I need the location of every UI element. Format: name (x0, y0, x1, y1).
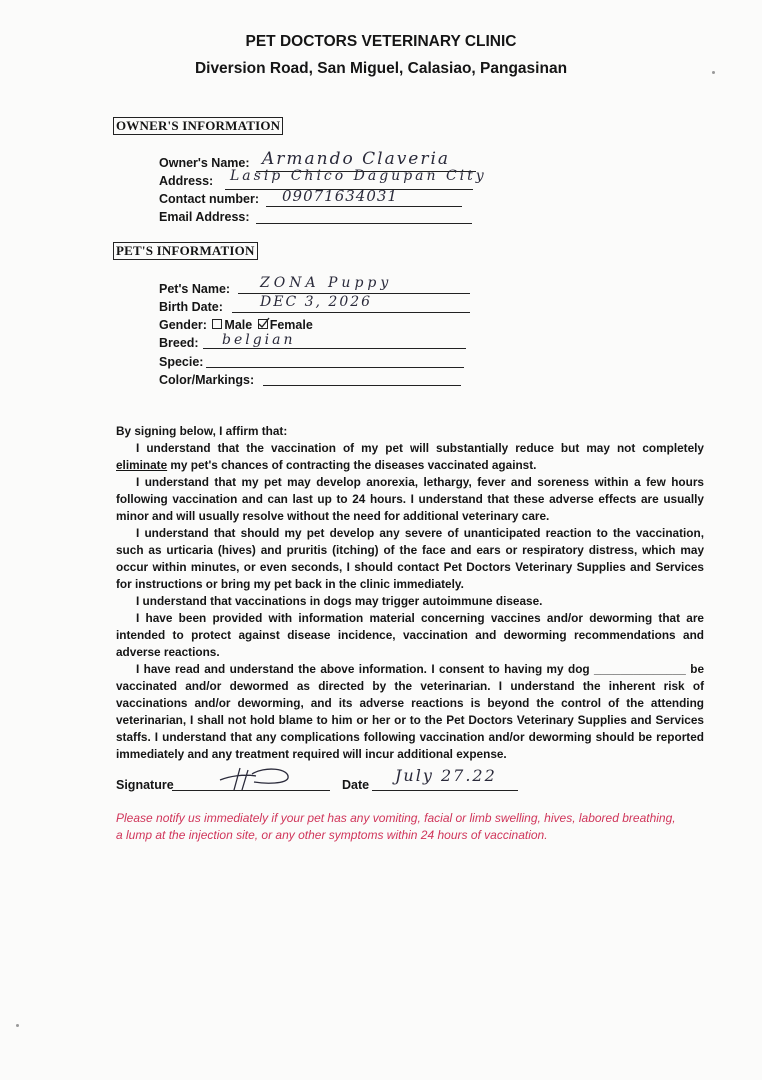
color-markings-label: Color/Markings: (159, 373, 255, 387)
specie-label: Specie: (159, 355, 204, 369)
affirmation-text (116, 423, 704, 763)
male-option-label: Male (224, 318, 253, 332)
clinic-address: Diversion Road, San Miguel, Calasiao, Pangasinan (194, 60, 568, 77)
birth-date-line (232, 312, 470, 313)
breed-line (203, 348, 466, 349)
affirmation-paragraph-3: I understand that should my pet develop any severe of unanticipated reaction to the vaccination, such as urticaria (hives) and pruritis (itching) of the face and ears or respiratory distress, which may occur within minutes, or even seconds, I should contact Pet Doctors Veterinary Supplies and Services for instructions or bring my pet back in the clinic immediately. (116, 526, 704, 591)
contact-number-label: Contact number: (159, 192, 259, 206)
date-line (372, 790, 518, 791)
signature-label: Signature (116, 778, 174, 792)
breed-value[interactable]: belgian (222, 332, 296, 348)
birth-date-label: Birth Date: (159, 300, 223, 314)
female-option-label: Female (269, 318, 313, 332)
email-line[interactable] (256, 223, 472, 224)
affirmation-paragraph-1 (116, 440, 704, 474)
p1-text-a: I understand that the vaccination of my pet will substantially reduce but may not completely (136, 441, 704, 455)
pet-section-title: PET'S INFORMATION (113, 242, 258, 260)
affirmation-paragraph-2: I understand that my pet may develop anorexia, lethargy, fever and soreness within a few hours following vaccination and can last up to 24 hours. I understand that these adverse effects are usually minor and will usually resolve without the need for additional veterinary care. (116, 475, 704, 523)
contact-number-line (266, 206, 462, 207)
contact-number-value[interactable]: 09071634031 (282, 187, 398, 205)
owner-section-title: OWNER'S INFORMATION (113, 117, 283, 135)
affirmation-paragraph-4: I understand that vaccinations in dogs may trigger autoimmune disease. (136, 594, 543, 608)
color-markings-line[interactable] (263, 385, 461, 386)
gender-label: Gender: (159, 318, 207, 332)
p1-underlined-word: eliminate (116, 458, 168, 472)
specie-line[interactable] (206, 367, 464, 368)
clinic-name: PET DOCTORS VETERINARY CLINIC (245, 33, 517, 50)
signature-scribble (212, 764, 296, 794)
affirmation-intro: By signing below, I affirm that: (116, 424, 288, 438)
pet-name-label: Pet's Name: (159, 282, 231, 296)
date-label: Date (342, 778, 370, 792)
notice-text: Please notify us immediately if your pet has any vomiting, facial or limb swelling, hives, labored breathing, a lump at the injection site, or any other symptoms within 24 hours of vaccination. (116, 811, 676, 842)
address-value[interactable]: Lasip Chico Dagupan City (230, 168, 487, 184)
birth-date-value[interactable]: DEC 3, 2026 (260, 294, 373, 310)
owner-name-value[interactable]: Armando Claveria (262, 149, 451, 169)
date-value[interactable]: July 27.22 (395, 766, 497, 785)
address-label: Address: (159, 174, 214, 188)
gender-row (159, 318, 313, 332)
owner-name-label: Owner's Name: (159, 156, 250, 170)
affirmation-paragraph-6: I have read and understand the above information. I consent to having my dog ______________ be vaccinated and/or dewormed as directed by the veterinarian. I understand the inherent risk of vaccinations and/or deworming, and its adverse reactions is beyond the control of the attending veterinarian, I shall not hold blame to him or her or to the Pet Doctors Veterinary Supplies and Services staffs. I understand that any complications following vaccination and/or deworming should be reported immediately and any treatment required will incur additional expense. (116, 662, 704, 761)
breed-label: Breed: (159, 336, 199, 350)
checkmark-icon (258, 317, 270, 329)
email-label: Email Address: (159, 210, 250, 224)
scan-speck (712, 71, 715, 74)
female-checkbox[interactable] (258, 319, 268, 329)
p1-text-b: my pet's chances of contracting the diseases vaccinated against. (170, 458, 537, 472)
scan-speck (16, 1024, 19, 1027)
male-checkbox[interactable] (212, 319, 222, 329)
affirmation-paragraph-5: I have been provided with information material concerning vaccines and/or deworming that are intended to protect against disease incidence, vaccination and deworming recommendations and adverse reactions. (116, 611, 704, 659)
pet-name-value[interactable]: ZONA Puppy (260, 275, 393, 291)
